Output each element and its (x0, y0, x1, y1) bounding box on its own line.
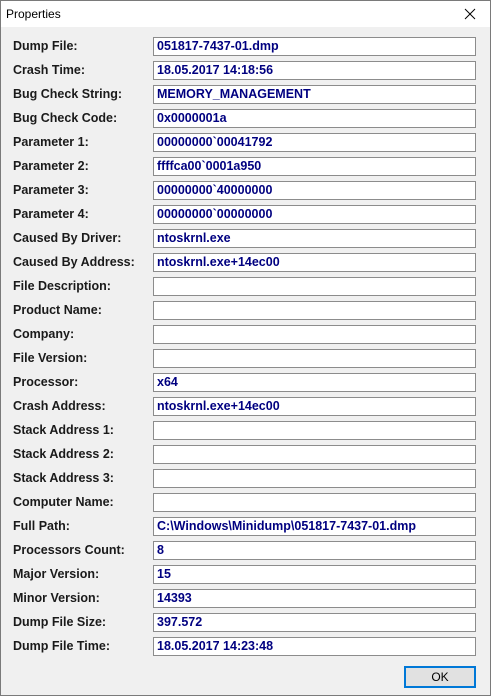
property-row (1, 83, 490, 107)
property-value-field[interactable]: 18.05.2017 14:23:48 (153, 637, 476, 656)
property-value-field[interactable] (153, 445, 476, 464)
property-value-field[interactable] (153, 493, 476, 512)
property-value-field[interactable]: ntoskrnl.exe+14ec00 (153, 397, 476, 416)
property-value-field[interactable]: 397.572 (153, 613, 476, 632)
property-row (1, 131, 490, 155)
property-value-field[interactable] (153, 469, 476, 488)
property-label: Crash Address: (13, 399, 106, 413)
property-label: Full Path: (13, 519, 70, 533)
property-value-field[interactable] (153, 421, 476, 440)
property-label: Product Name: (13, 303, 102, 317)
property-row (1, 563, 490, 587)
property-list (1, 35, 490, 659)
property-row (1, 491, 490, 515)
property-label: Parameter 2: (13, 159, 89, 173)
property-label: Dump File Size: (13, 615, 107, 629)
property-label: Processors Count: (13, 543, 125, 557)
property-value-field[interactable]: 18.05.2017 14:18:56 (153, 61, 476, 80)
property-value-field[interactable]: 051817-7437-01.dmp (153, 37, 476, 56)
property-label: Caused By Address: (13, 255, 135, 269)
property-row (1, 539, 490, 563)
property-label: Crash Time: (13, 63, 86, 77)
property-label: Dump File: (13, 39, 78, 53)
property-value-field[interactable] (153, 349, 476, 368)
property-label: Stack Address 3: (13, 471, 114, 485)
property-value-field[interactable]: 8 (153, 541, 476, 560)
property-label: Company: (13, 327, 75, 341)
property-row (1, 371, 490, 395)
property-row (1, 635, 490, 659)
property-label: Dump File Time: (13, 639, 111, 653)
property-label: Processor: (13, 375, 79, 389)
property-value-field[interactable]: ntoskrnl.exe+14ec00 (153, 253, 476, 272)
property-value-field[interactable]: C:\Windows\Minidump\051817-7437-01.dmp (153, 517, 476, 536)
ok-button[interactable]: OK (404, 666, 476, 688)
property-row (1, 59, 490, 83)
property-value-field[interactable] (153, 325, 476, 344)
property-label: Major Version: (13, 567, 100, 581)
property-value-field[interactable]: MEMORY_MANAGEMENT (153, 85, 476, 104)
property-row (1, 467, 490, 491)
title-bar (1, 1, 490, 27)
property-row (1, 347, 490, 371)
property-label: Bug Check String: (13, 87, 123, 101)
property-row (1, 227, 490, 251)
property-row (1, 155, 490, 179)
property-label: File Version: (13, 351, 88, 365)
property-row (1, 395, 490, 419)
property-row (1, 515, 490, 539)
close-button[interactable] (450, 1, 490, 27)
window-title: Properties (6, 7, 61, 21)
property-row (1, 443, 490, 467)
property-row (1, 35, 490, 59)
property-row (1, 587, 490, 611)
property-label: File Description: (13, 279, 111, 293)
property-row (1, 323, 490, 347)
property-label: Computer Name: (13, 495, 114, 509)
property-row (1, 419, 490, 443)
property-value-field[interactable] (153, 301, 476, 320)
property-value-field[interactable]: 00000000`00041792 (153, 133, 476, 152)
property-value-field[interactable]: 0x0000001a (153, 109, 476, 128)
property-value-field[interactable]: x64 (153, 373, 476, 392)
property-label: Caused By Driver: (13, 231, 122, 245)
property-value-field[interactable]: 00000000`40000000 (153, 181, 476, 200)
property-value-field[interactable]: ffffca00`0001a950 (153, 157, 476, 176)
property-value-field[interactable] (153, 277, 476, 296)
property-value-field[interactable]: 14393 (153, 589, 476, 608)
property-label: Stack Address 2: (13, 447, 114, 461)
property-row (1, 611, 490, 635)
property-value-field[interactable]: ntoskrnl.exe (153, 229, 476, 248)
property-label: Parameter 3: (13, 183, 89, 197)
property-label: Bug Check Code: (13, 111, 118, 125)
close-icon (464, 8, 476, 20)
property-row (1, 275, 490, 299)
property-label: Parameter 4: (13, 207, 89, 221)
property-value-field[interactable]: 15 (153, 565, 476, 584)
property-label: Minor Version: (13, 591, 100, 605)
property-row (1, 107, 490, 131)
property-value-field[interactable]: 00000000`00000000 (153, 205, 476, 224)
property-label: Parameter 1: (13, 135, 89, 149)
property-row (1, 203, 490, 227)
property-row (1, 299, 490, 323)
property-row (1, 179, 490, 203)
property-label: Stack Address 1: (13, 423, 114, 437)
property-row (1, 251, 490, 275)
